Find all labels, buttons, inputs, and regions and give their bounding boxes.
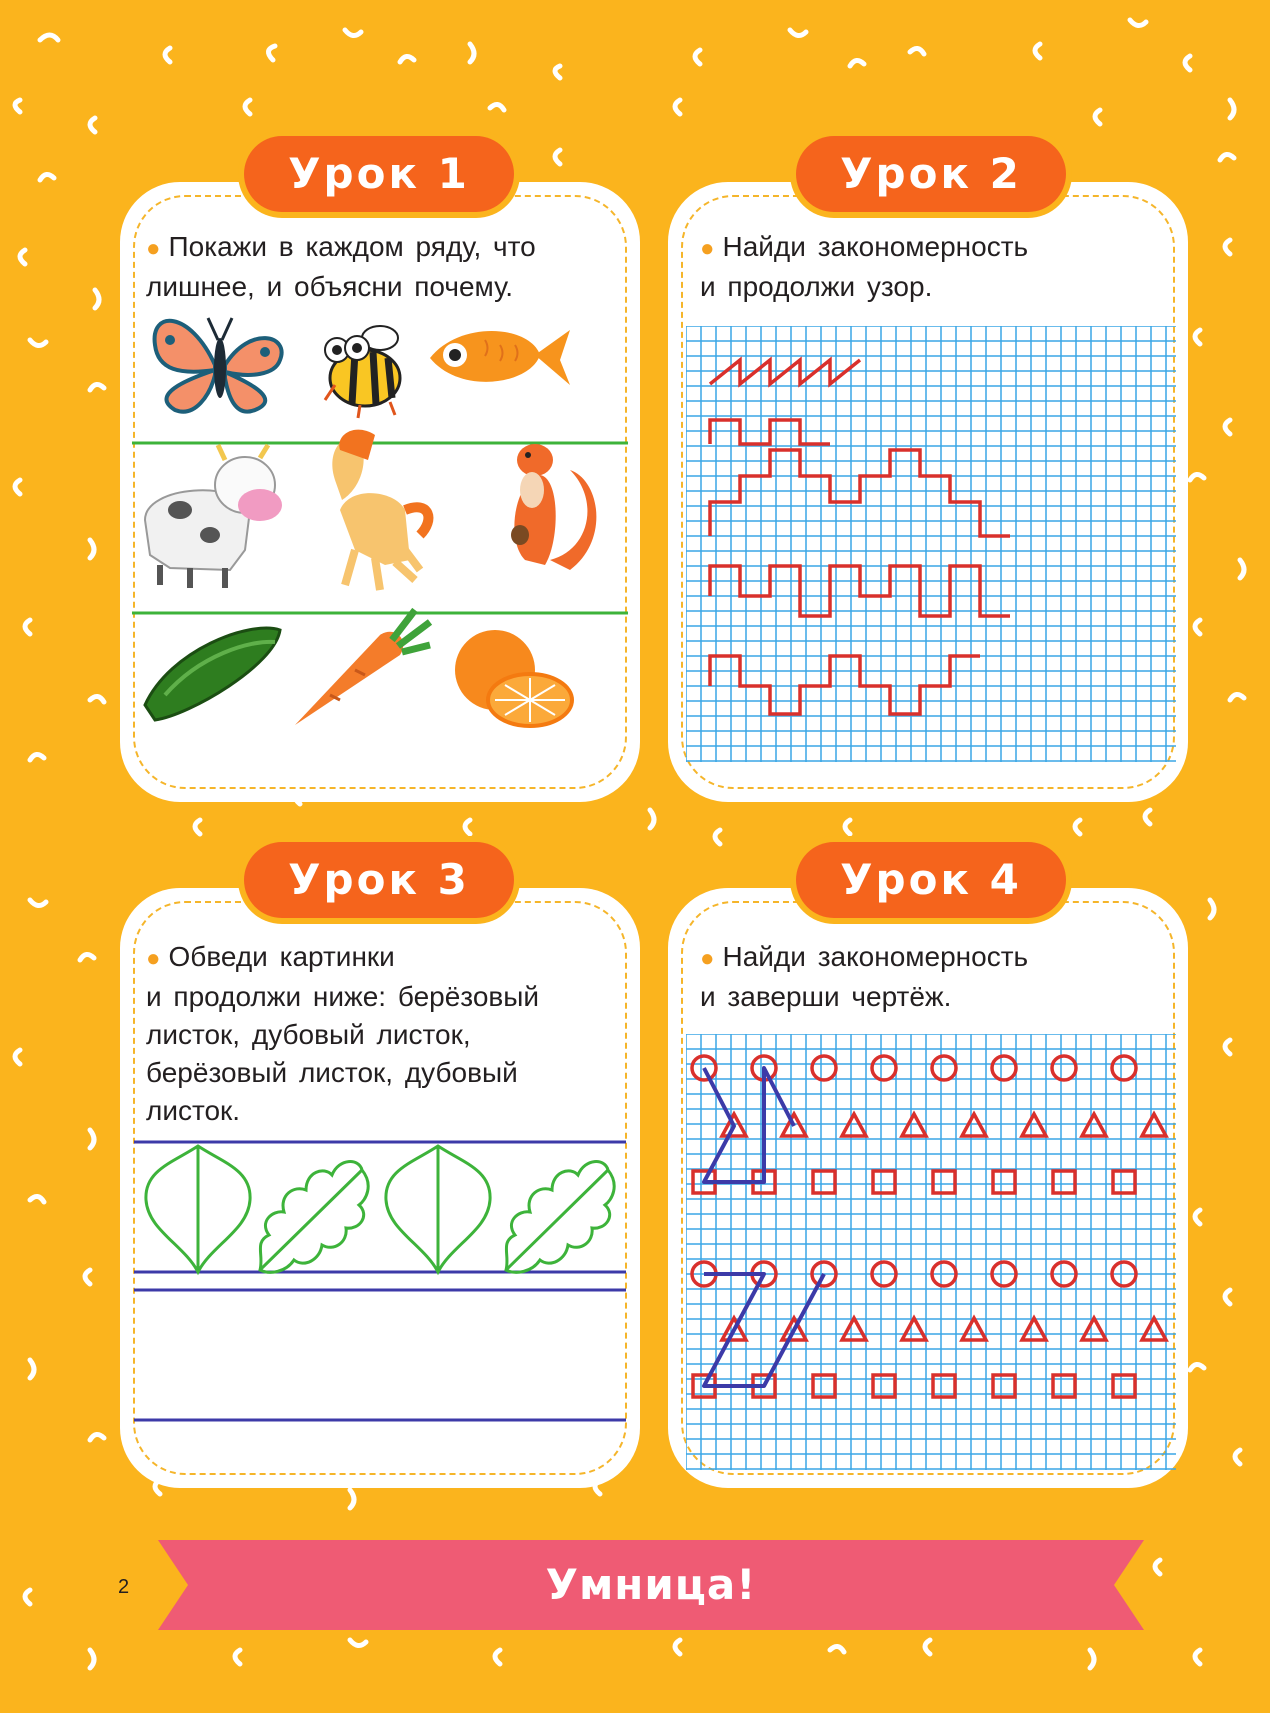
triangle-shape xyxy=(1082,1114,1106,1136)
triangle-shape xyxy=(1142,1114,1166,1136)
carrot-icon[interactable] xyxy=(295,610,430,725)
praise-banner-text: Умница! xyxy=(545,1560,757,1609)
birch-leaf-icon[interactable] xyxy=(146,1146,250,1272)
triangle-shape xyxy=(902,1318,926,1340)
circle-shape xyxy=(932,1056,956,1080)
lesson-3-badge: Урок 3 xyxy=(244,842,514,918)
lesson-4-shape-grid[interactable] xyxy=(686,1034,1176,1470)
lesson-4-line-2: и заверши чертёж. xyxy=(700,981,952,1012)
step-pattern xyxy=(710,450,1010,536)
lesson-2-line-2: и продолжи узор. xyxy=(700,271,933,302)
bullet-icon: ● xyxy=(700,235,715,262)
lesson-1-instruction xyxy=(146,228,626,306)
butterfly-icon[interactable] xyxy=(155,318,282,412)
lesson-4-instruction xyxy=(700,938,1170,1016)
lesson-1-line-2: лишнее, и объясни почему. xyxy=(146,271,514,302)
square-shape xyxy=(813,1171,835,1193)
square-shape xyxy=(993,1171,1015,1193)
lesson-1-pictures xyxy=(130,300,630,770)
lesson-3-line-1: Обведи картинки xyxy=(168,941,395,972)
bee-icon[interactable] xyxy=(325,326,400,418)
square-shape xyxy=(933,1171,955,1193)
cow-icon[interactable] xyxy=(145,445,282,588)
triangle-shape xyxy=(962,1114,986,1136)
lesson-3-line-3: листок, дубовый листок, xyxy=(146,1019,471,1050)
square-shape xyxy=(873,1171,895,1193)
trace-path-1 xyxy=(704,1068,794,1182)
circle-shape xyxy=(992,1056,1016,1080)
circle-shape xyxy=(1052,1056,1076,1080)
bullet-icon: ● xyxy=(700,945,715,972)
oak-leaf-icon[interactable] xyxy=(506,1162,614,1273)
triangle-shape xyxy=(1022,1114,1046,1136)
cucumber-icon[interactable] xyxy=(145,628,280,720)
triangle-shape xyxy=(842,1318,866,1340)
square-wave-pattern xyxy=(710,420,830,444)
lesson-3-line-4: берёзовый листок, дубовый xyxy=(146,1057,518,1088)
lesson-2-instruction xyxy=(700,228,1170,306)
lesson-4-line-1: Найди закономерность xyxy=(722,941,1029,972)
circle-shape xyxy=(1112,1056,1136,1080)
triangle-shape xyxy=(1022,1318,1046,1340)
lesson-1-line-1: Покажи в каждом ряду, что xyxy=(168,231,536,262)
triangle-shape xyxy=(1142,1318,1166,1340)
lesson-2-badge: Урок 2 xyxy=(796,136,1066,212)
lesson-1-badge: Урок 1 xyxy=(244,136,514,212)
lesson-2-line-1: Найди закономерность xyxy=(722,231,1029,262)
triangle-shape xyxy=(1082,1318,1106,1340)
squirrel-icon[interactable] xyxy=(511,444,596,570)
oak-leaf-icon[interactable] xyxy=(260,1162,368,1273)
triangle-shape xyxy=(962,1318,986,1340)
lesson-3-leaf-tracing[interactable] xyxy=(134,1130,626,1440)
fish-icon[interactable] xyxy=(430,330,570,385)
horse-icon[interactable] xyxy=(332,430,428,590)
lesson-3-line-2: и продолжи ниже: берёзовый xyxy=(146,981,540,1012)
triangle-shape xyxy=(902,1114,926,1136)
tall-wave-pattern xyxy=(710,566,1010,616)
square-shape xyxy=(1053,1171,1075,1193)
triangle-shape xyxy=(842,1114,866,1136)
page-number: 2 xyxy=(118,1576,130,1598)
lesson-3-instruction xyxy=(146,938,626,1130)
circle-shape xyxy=(812,1056,836,1080)
up-down-pattern xyxy=(710,656,980,714)
bullet-icon: ● xyxy=(146,235,161,262)
zigzag-pattern xyxy=(710,360,860,384)
orange-icon[interactable] xyxy=(455,630,572,726)
birch-leaf-icon[interactable] xyxy=(386,1146,490,1272)
circle-shape xyxy=(872,1056,896,1080)
square-shape xyxy=(1113,1171,1135,1193)
lesson-3-line-5: листок. xyxy=(146,1095,241,1126)
bullet-icon: ● xyxy=(146,945,161,972)
lesson-4-badge: Урок 4 xyxy=(796,842,1066,918)
lesson-2-pattern-grid[interactable] xyxy=(686,326,1176,762)
